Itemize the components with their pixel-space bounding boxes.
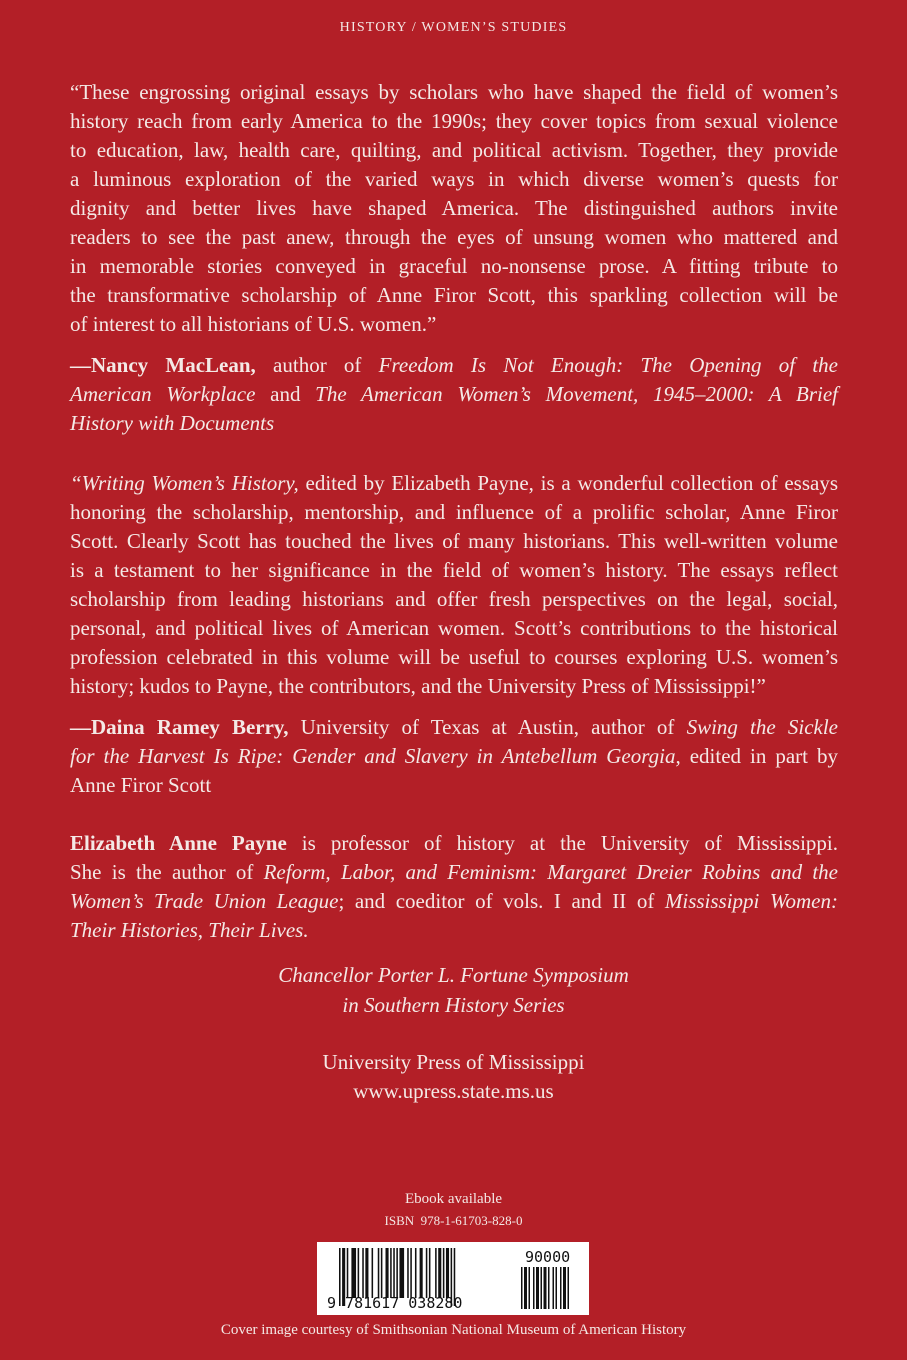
barcode: [317, 1242, 589, 1315]
barcode-bar: [446, 1248, 449, 1298]
text-segment: History with Documents: [70, 411, 275, 435]
barcode-bar: [544, 1267, 547, 1309]
text-segment: The American Women’s Movement, 1945–2000: A Brief: [315, 382, 839, 406]
cover-credit: Cover image courtesy of Smithsonian National Museum of American History: [220, 1322, 687, 1338]
barcode-bar: [362, 1248, 364, 1298]
text-line: [70, 223, 838, 252]
barcode-bar: [438, 1248, 441, 1298]
barcode-bar: [372, 1248, 374, 1298]
text-segment: the transformative scholarship of Anne Firor Scott, this sparkling collection will be: [70, 283, 838, 307]
text-segment: Elizabeth Anne Payne: [70, 831, 287, 855]
text-segment: Women’s Trade Union League: [70, 889, 339, 913]
barcode-bar: [560, 1267, 562, 1309]
text-line: [70, 165, 838, 194]
text-segment: and: [255, 382, 316, 406]
text-segment: Mississippi Women:: [664, 889, 838, 913]
barcode-bar: [429, 1248, 431, 1298]
barcode-bar: [347, 1248, 349, 1298]
text-segment: “Writing Women’s History,: [70, 471, 299, 495]
text-line: [70, 78, 838, 107]
barcode-bar: [548, 1267, 550, 1309]
text-line: [70, 672, 838, 701]
text-segment: scholarship from leading historians and offer fresh perspectives on the legal, social,: [70, 587, 838, 611]
text-segment: —Daina Ramey Berry,: [70, 715, 289, 739]
text-line: [70, 194, 838, 223]
quote-berry: [70, 469, 838, 701]
text-segment: dignity and better lives have shaped America. The distinguished authors invite: [70, 196, 838, 220]
barcode-bar: [563, 1267, 566, 1309]
text-segment: is a testament to her significance in the field of women’s history. The essays reflect: [70, 558, 838, 582]
quote-maclean: [70, 78, 838, 339]
text-segment: a luminous exploration of the varied ways in which diverse women’s quests for: [70, 167, 838, 191]
text-segment: readers to see the past anew, through the eyes of unsung women who mattered and: [70, 225, 838, 249]
text-segment: Freedom Is Not Enough: The Opening of the: [378, 353, 838, 377]
barcode-bar: [420, 1248, 423, 1298]
text-segment: of interest to all historians of U.S. women.”: [70, 312, 437, 336]
text-segment: —Nancy MacLean,: [70, 353, 256, 377]
text-line: [70, 380, 838, 409]
text-segment: edited by Elizabeth Payne, is a wonderful collection of essays: [298, 471, 838, 495]
isbn: ISBN 978-1-61703-828-0: [384, 1213, 523, 1228]
text-line: [70, 643, 838, 672]
text-line: [70, 742, 838, 771]
text-line: [70, 771, 838, 800]
text-segment: for the Harvest Is Ripe: Gender and Slavery in Antebellum Georgia,: [70, 744, 681, 768]
barcode-bar: [415, 1248, 417, 1298]
ebook-note: Ebook available: [404, 1191, 503, 1207]
barcode-bar: [393, 1248, 395, 1298]
barcode-bar: [541, 1267, 543, 1309]
text-line: [70, 713, 838, 742]
barcode-bar: [386, 1248, 389, 1298]
text-line: [70, 469, 838, 498]
text-segment: Anne Firor Scott: [70, 773, 212, 797]
text-line: [70, 351, 838, 380]
text-segment: Their Histories, Their Lives.: [70, 918, 309, 942]
text-line: [70, 887, 838, 916]
text-segment: personal, and political lives of American women. Scott’s contributions to the historical: [70, 616, 838, 640]
text-line: [70, 614, 838, 643]
text-line: [70, 916, 838, 945]
barcode-bar: [568, 1267, 570, 1309]
barcode-bar: [443, 1248, 445, 1298]
text-line: [70, 829, 838, 858]
text-line: [70, 498, 838, 527]
text-line: [70, 107, 838, 136]
barcode-bar: [407, 1248, 409, 1298]
barcode-bar: [553, 1267, 555, 1309]
barcode-graphic: [317, 1242, 589, 1315]
publisher-website: www.upress.state.ms.us: [353, 1079, 554, 1103]
barcode-bar: [351, 1248, 356, 1298]
text-segment: history reach from early America to the 1990s; they cover topics from sexual violence: [70, 109, 838, 133]
barcode-bar: [524, 1267, 527, 1309]
barcode-bar: [533, 1267, 535, 1309]
barcode-bar: [410, 1248, 412, 1298]
text-line: [70, 585, 838, 614]
series-line-1: Chancellor Porter L. Fortune Symposium: [278, 963, 629, 987]
text-segment: University of Texas at Austin, author of: [288, 715, 687, 739]
text-segment: edited in part by: [680, 744, 839, 768]
text-line: [70, 527, 838, 556]
series-line-2: in Southern History Series: [342, 993, 565, 1017]
barcode-bar: [529, 1267, 531, 1309]
text-segment: “These engrossing original essays by scholars who have shaped the field of women’s: [70, 80, 838, 104]
text-line: [70, 136, 838, 165]
text-line: [70, 556, 838, 585]
attribution-berry: [70, 713, 838, 800]
text-line: [70, 281, 838, 310]
barcode-bar: [358, 1248, 360, 1298]
barcode-bar: [390, 1248, 392, 1298]
barcode-digits: 90000: [525, 1248, 571, 1266]
barcode-bar: [378, 1248, 380, 1298]
text-segment: is professor of history at the University of Mississippi.: [286, 831, 838, 855]
barcode-bar: [426, 1248, 428, 1298]
text-segment: author of: [255, 353, 379, 377]
barcode-bar: [396, 1248, 398, 1298]
text-segment: American Workplace: [70, 382, 256, 406]
text-segment: history; kudos to Payne, the contributors, and the University Press of Mississippi!”: [70, 674, 766, 698]
text-segment: honoring the scholarship, mentorship, and influence of a prolific scholar, Anne Firor: [70, 500, 838, 524]
barcode-bar: [381, 1248, 383, 1298]
barcode-bar: [365, 1248, 368, 1298]
text-segment: Reform, Labor, and Feminism: Margaret Dreier Robins and the: [263, 860, 838, 884]
barcode-bar: [435, 1248, 437, 1298]
text-segment: Scott. Clearly Scott has touched the lives of many historians. This well-written volume: [70, 529, 838, 553]
text-line: [70, 310, 838, 339]
text-segment: to education, law, health care, quilting, and political activism. Together, they provide: [70, 138, 838, 162]
text-segment: Swing the Sickle: [686, 715, 838, 739]
barcode-bar: [399, 1248, 404, 1298]
text-segment: in memorable stories conveyed in graceful no-nonsense prose. A fitting tribute to: [70, 254, 838, 278]
text-segment: ; and coeditor of vols. I and II of: [338, 889, 665, 913]
publisher-name: University Press of Mississippi: [322, 1050, 585, 1074]
text-segment: She is the author of: [70, 860, 264, 884]
barcode-digits: 9 781617 038280: [327, 1294, 463, 1312]
barcode-bar: [536, 1267, 539, 1309]
barcode-bar: [521, 1267, 523, 1309]
attribution-maclean: [70, 351, 838, 438]
barcode-bar: [556, 1267, 558, 1309]
text-line: [70, 252, 838, 281]
text-line: [70, 858, 838, 887]
category-label: HISTORY / WOMEN’S STUDIES: [339, 20, 568, 35]
text-segment: profession celebrated in this volume will be useful to courses exploring U.S. women’s: [70, 645, 838, 669]
text-line: [70, 409, 838, 438]
author-bio: [70, 829, 838, 945]
